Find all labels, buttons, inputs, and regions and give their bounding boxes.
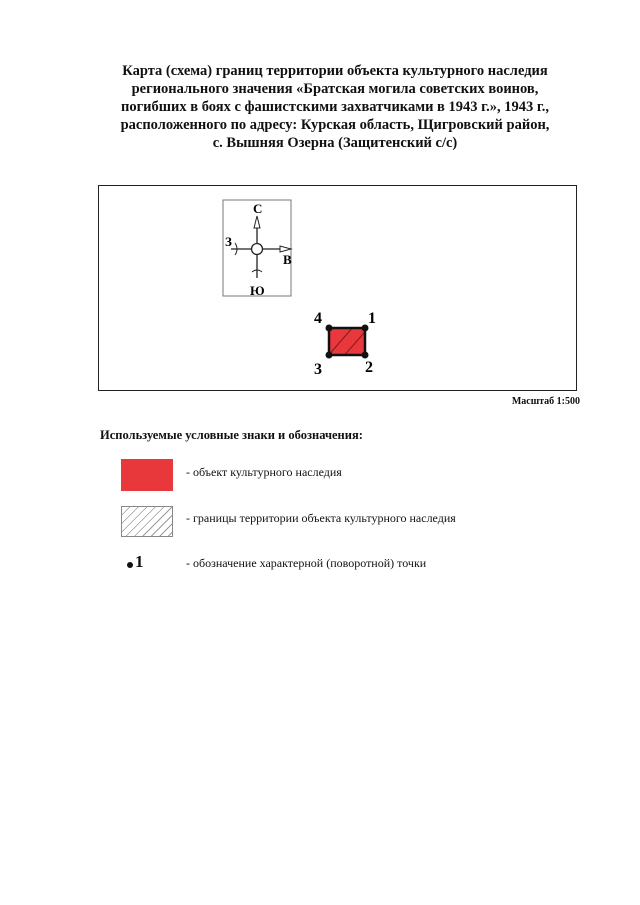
point-1-label: 1: [368, 310, 376, 327]
point-4-marker: [326, 325, 333, 332]
title-line-3: погибших в боях с фашистскими захватчиками в 1943 г.», 1943 г.,: [120, 99, 550, 115]
legend-text-heritage-object: - объект культурного наследия: [186, 465, 342, 479]
point-3-marker: [326, 352, 333, 359]
title-line-4: расположенного по адресу: Курская область, Щигровский район,: [120, 117, 550, 133]
legend-symbol-point-label: 1: [135, 552, 144, 571]
map-frame: [98, 185, 577, 391]
compass-west-label: З: [225, 234, 232, 249]
title-line-5: с. Вышняя Озерна (Защитенский с/с): [212, 135, 458, 151]
map-drawing: [99, 186, 575, 389]
point-2-label: 2: [365, 359, 373, 376]
legend-symbol-boundary: [121, 506, 173, 537]
title-line-1: Карта (схема) границ территории объекта культурного наследия: [122, 63, 548, 79]
point-3-label: 3: [314, 361, 322, 378]
compass-center-icon: [252, 244, 263, 255]
map-scale: Масштаб 1:500: [511, 396, 580, 407]
compass-north-label: С: [253, 201, 263, 216]
document-title: [90, 62, 580, 152]
legend-symbol-heritage-object: [121, 459, 173, 491]
compass-east-label: В: [283, 252, 292, 267]
title-line-2: регионального значения «Братская могила советских воинов,: [131, 81, 539, 97]
legend-text-boundary: - границы территории объекта культурного наследия: [186, 511, 456, 525]
point-4-label: 4: [314, 310, 322, 327]
point-dot-icon: [127, 562, 133, 568]
legend-text-point: - обозначение характерной (поворотной) точки: [186, 556, 427, 570]
legend-heading: Используемые условные знаки и обозначения:: [100, 428, 363, 442]
point-2-marker: [362, 352, 369, 359]
heritage-object: [329, 328, 365, 355]
compass-south-label: Ю: [250, 283, 265, 298]
legend-symbol-point: [127, 552, 144, 572]
